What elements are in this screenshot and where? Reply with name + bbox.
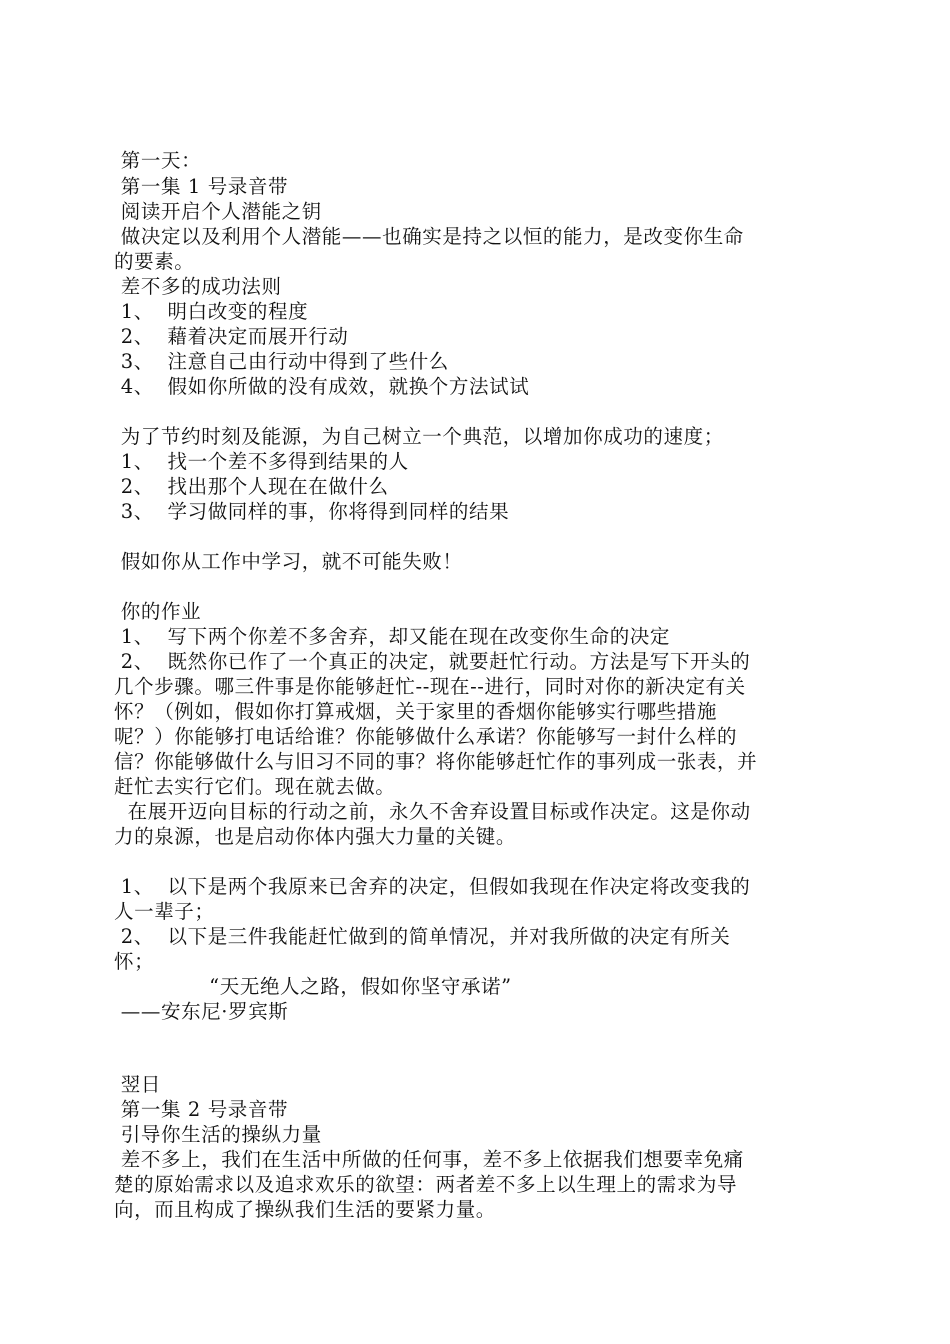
paragraph-line: 信？你能够做什么与旧习不同的事？将你能够赶忙作的事列成一张表，并: [114, 750, 758, 773]
list-item: 2、 既然你已作了一个真正的决定，就要赶忙行动。方法是写下开头的: [114, 650, 751, 673]
section-title: 你的作业: [114, 600, 202, 623]
paragraph-line: 在展开迈向目标的行动之前，永久不舍弃设置目标或作决定。这是你动: [114, 800, 751, 823]
list-item: 2、 以下是三件我能赶忙做到的简单情况，并对我所做的决定有所关: [114, 925, 731, 948]
list-item: 1、 写下两个你差不多舍弃，却又能在现在改变你生命的决定: [114, 625, 671, 648]
paragraph-line: 为了节约时刻及能源，为自己树立一个典范，以增加你成功的速度；: [114, 425, 724, 448]
tape-two-title: 第一集 2 号录音带: [114, 1098, 289, 1121]
paragraph-line: 怀；: [114, 950, 155, 973]
quote-attribution: ——安东尼·罗宾斯: [114, 1000, 289, 1023]
list-item: 4、 假如你所做的没有成效，就换个方法试试: [114, 375, 530, 398]
section-title: 阅读开启个人潜能之钥: [114, 200, 322, 223]
day-two-heading: 翌日: [114, 1073, 161, 1096]
list-item: 2、 找出那个人现在在做什么: [114, 475, 389, 498]
list-item: 1、 明白改变的程度: [114, 300, 309, 323]
paragraph-line: 人一辈子；: [114, 900, 215, 923]
section-title: 引导你生活的操纵力量: [114, 1123, 322, 1146]
list-item: 1、 找一个差不多得到结果的人: [114, 450, 409, 473]
paragraph-line: 向，而且构成了操纵我们生活的要紧力量。: [114, 1198, 496, 1221]
tape-one-title: 第一集 1 号录音带: [114, 175, 289, 198]
paragraph-line: 的要素。: [114, 250, 195, 273]
paragraph-line: 做决定以及利用个人潜能——也确实是持之以恒的能力，是改变你生命: [114, 225, 744, 248]
paragraph-line: 假如你从工作中学习，就不可能失败！: [114, 550, 463, 573]
quote-line: “天无绝人之路，假如你坚守承诺”: [114, 975, 512, 998]
paragraph-line: 怀？（例如，假如你打算戒烟，关于家里的香烟你能够实行哪些措施: [114, 700, 718, 723]
list-item: 3、 注意自己由行动中得到了些什么: [114, 350, 449, 373]
paragraph-line: 赶忙去实行它们。现在就去做。: [114, 775, 396, 798]
section-title: 差不多的成功法则: [114, 275, 282, 298]
list-item: 2、 藉着决定而展开行动: [114, 325, 349, 348]
day-one-heading: 第一天：: [114, 149, 202, 172]
paragraph-line: 几个步骤。哪三件事是你能够赶忙--现在--进行，同时对你的新决定有关: [114, 675, 746, 698]
list-item: 3、 学习做同样的事，你将得到同样的结果: [114, 500, 510, 523]
paragraph-line: 力的泉源，也是启动你体内强大力量的关键。: [114, 825, 517, 848]
paragraph-line: 楚的原始需求以及追求欢乐的欲望：两者差不多上以生理上的需求为导: [114, 1173, 738, 1196]
list-item: 1、 以下是两个我原来已舍弃的决定，但假如我现在作决定将改变我的: [114, 875, 751, 898]
paragraph-line: 差不多上，我们在生活中所做的任何事，差不多上依据我们想要幸免痛: [114, 1148, 744, 1171]
paragraph-line: 呢？）你能够打电话给谁？你能够做什么承诺？你能够写一封什么样的: [114, 725, 738, 748]
